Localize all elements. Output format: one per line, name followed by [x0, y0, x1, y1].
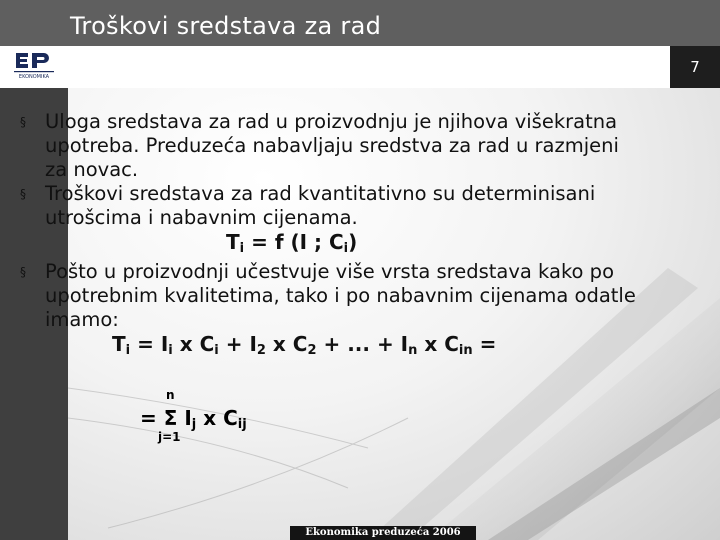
bullet-marker: § [20, 115, 26, 129]
page-number: 7 [690, 58, 700, 76]
sum-upper-limit: n [166, 388, 175, 402]
bullet-text: Troškovi sredstava za rad kvantitativno su determinisani utrošcima i nabavnim cijenama. [45, 182, 596, 229]
slide-title: Troškovi sredstava za rad [70, 12, 382, 40]
formula-sum: = Σ $I_j$ x $C_{ij}$ [140, 406, 247, 432]
bullet-text: Pošto u proizvodnji učestvuje više vrsta sredstava kako po upotrebnim kvalitetima, tako i po nabavnim cijenama odatle imamo: [45, 260, 636, 331]
bullet-marker: § [20, 265, 26, 279]
bullet-item [20, 182, 640, 230]
company-logo-icon [10, 51, 58, 81]
formula-cost-function: $T_i = f$ (I ; $C_i$) [226, 230, 358, 256]
bullet-item [20, 260, 640, 332]
sum-lower-limit: j=1 [158, 430, 181, 444]
logo-subtitle: EKONOMIKA [18, 74, 50, 80]
header-row [68, 46, 670, 88]
bullet-text: Uloga sredstava za rad u proizvodnju je njihova višekratna upotreba. Preduzeća nabavljaju sredstva za rad u razmjeni za novac. [45, 110, 619, 181]
bullet-item [20, 110, 640, 182]
formula-total-cost: $T_i = I_i$ x $C_i + I_2$ x $C_2$ + ... + $I_n$ x $C_{in}$ = [112, 332, 497, 358]
bullet-marker: § [20, 187, 26, 201]
footer-text: Ekonomika preduzeća 2006 [305, 527, 461, 538]
